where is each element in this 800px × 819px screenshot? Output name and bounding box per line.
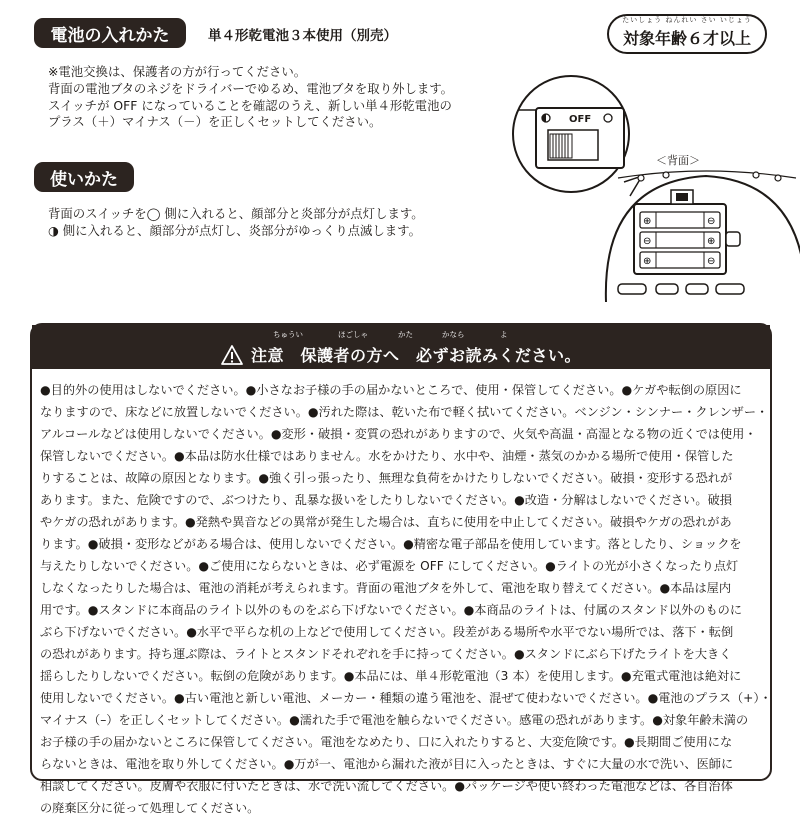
- caution-line: 用です。●スタンドに本商品のライト以外のものをぶら下げないでください。●本商品のライトは、付属のスタンド以外のものに: [40, 603, 743, 617]
- caution-title-row: [32, 343, 770, 366]
- warning-triangle-icon: [221, 345, 243, 365]
- install-line: ※電池交換は、保護者の方が行ってください。: [48, 64, 307, 79]
- caution-body: [40, 379, 772, 819]
- install-heading: 電池の入れかた: [34, 18, 186, 48]
- svg-text:⊕: ⊕: [643, 216, 652, 227]
- caution-line: やケガの恐れがあります。●発熱や異音などの異常が発生した場合は、直ちに使用を中止してください。破損やケガの恐れがあ: [40, 515, 732, 529]
- caution-line: アルコールなどは使用しないでください。●変形・破損・変質の恐れがありますので、火気や高温・高湿となる物の近くでは使用・: [40, 427, 757, 441]
- svg-text:⊕: ⊕: [643, 256, 652, 267]
- battery-diagram: [506, 72, 786, 302]
- caution-line: の廃棄区分に従って処理してください。: [40, 801, 260, 815]
- usage-line: 背面のスイッチを◯ 側に入れると、顔部分と炎部分が点灯します。: [48, 206, 424, 221]
- usage-line: ◑ 側に入れると、顔部分が点灯し、炎部分がゆっくり点滅します。: [48, 222, 421, 238]
- caution-line: しなくなったりした場合は、電池の消耗が考えられます。背面の電池ブタを外して、電池を取り替えてください。●本品は屋内: [40, 581, 732, 595]
- caution-line: 使用しないでください。●古い電池と新しい電池、メーカー・種類の違う電池を、混ぜて使わないでください。●電池のプラス（+）・: [40, 691, 772, 705]
- switch-zoom-circle: [513, 76, 629, 192]
- caution-line: なりますので、床などに放置しないでください。●汚れた際は、乾いた布で軽く拭いてください。ベンジン・シンナー・クレンザー・: [40, 405, 769, 419]
- age-badge-ruby: たいしょう ねんれい さい いじょう: [622, 16, 752, 24]
- caution-line: 与えたりしないでください。●ご使用にならないときは、必ず電源を OFF にしてください。●ライトの光が小さくなったり点灯: [40, 559, 739, 573]
- caution-header: [32, 325, 770, 369]
- caution-line: ります。●破損・変形などがある場合は、使用しないでください。●精密な電子部品を使用しています。落としたり、ショックを: [40, 537, 742, 551]
- caution-line: の恐れがあります。持ち運ぶ際は、ライトとスタンドそれぞれを手に持ってください。●スタンドにぶら下げたライトを大きく: [40, 647, 732, 661]
- battery-slot: [640, 232, 720, 248]
- caution-title: 注意 保護者の方へ 必ずお読みください。: [250, 346, 581, 365]
- ruby-kata: かた: [398, 330, 413, 339]
- install-line: 背面の電池ブタのネジをドライバーでゆるめ、電池ブタを取り外します。: [48, 80, 454, 96]
- caution-line: お子様の手の届かないところに保管してください。電池をなめたり、口に入れたりすると、大変危険です。●長期間ご使用にな: [40, 735, 733, 749]
- svg-text:⊖: ⊖: [707, 216, 716, 227]
- back-label: ＜背面＞: [656, 154, 700, 167]
- caution-line: あります。また、危険ですので、ぶつけたり、乱暴な扱いをしたりしないでください。●改造・分解はしないでください。破損: [40, 493, 732, 507]
- svg-text:⊖: ⊖: [643, 236, 652, 247]
- switch-off-label: OFF: [569, 114, 592, 125]
- svg-text:⊕: ⊕: [707, 236, 716, 247]
- age-badge: [607, 14, 767, 54]
- battery-slot: [640, 212, 720, 228]
- usage-instructions: [48, 206, 424, 240]
- install-line: プラス（＋）マイナス（－）を正しくセットしてください。: [48, 114, 382, 130]
- caution-line: 保管しないでください。●本品は防水仕様ではありません。水をかけたり、水中や、油煙・蒸気のかかる場所で使用・保管した: [40, 449, 734, 463]
- caution-box: [30, 323, 772, 815]
- age-badge-text: 対象年齢６才以上: [622, 29, 751, 48]
- install-line: スイッチが OFF になっていることを確認のうえ、新しい単４形乾電池の: [48, 97, 452, 113]
- install-instructions: [48, 64, 453, 131]
- caution-line: マイナス（–）を正しくセットしてください。●濡れた手で電池を触らないでください。感電の恐れがあります。●対象年齢未満の: [40, 713, 749, 727]
- battery-slot: [640, 252, 720, 268]
- caution-line: ぶら下げないでください。●水平で平らな机の上などで使用してください。段差がある場所や水平でない場所では、落下・転倒: [40, 625, 734, 639]
- usage-heading: 使いかた: [34, 162, 134, 192]
- caution-line: らないときは、電池を取り外してください。●万が一、電池から漏れた液が目に入ったときは、すぐに大量の水で洗い、医師に: [40, 757, 734, 771]
- caution-line: ●目的外の使用はしないでください。●小さなお子様の手の届かないところで、使用・保管してください。●ケガや転倒の原因に: [40, 383, 742, 397]
- battery-spec: 単４形乾電池３本使用（別売）: [208, 28, 397, 44]
- caution-line: りすることは、故障の原因となります。●強く引っ張ったり、無理な負荷をかけたりしないでください。破損・変形する恐れが: [40, 471, 733, 485]
- caution-line: 相談してください。皮膚や衣服に付いたときは、水で洗い流してください。●パッケージや使い終わった電池などは、各自治体: [40, 779, 733, 793]
- svg-text:⊖: ⊖: [707, 256, 716, 267]
- ruby-kanara: かなら: [442, 330, 465, 339]
- ruby-chuui: ちゅうい: [273, 330, 303, 339]
- caution-line: 揺らしたりしないでください。転倒の危険があります。●本品には、単４形乾電池（3 本）を使用します。●充電式電池は絶対に: [40, 669, 742, 683]
- ruby-hogosha: ほごしゃ: [338, 330, 368, 339]
- ruby-yo: よ: [500, 330, 508, 339]
